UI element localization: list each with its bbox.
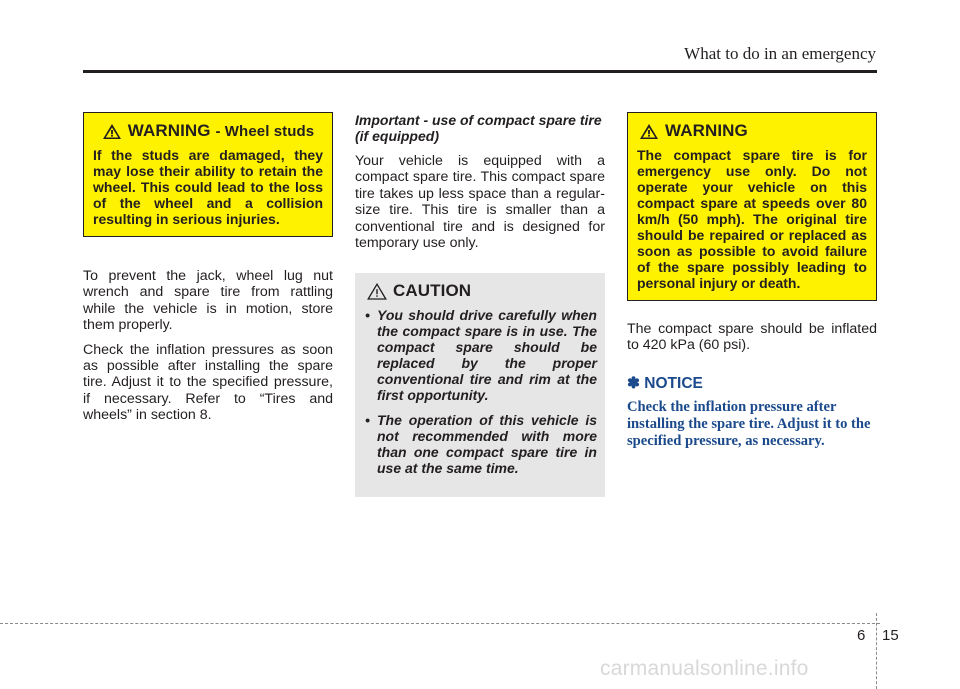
warning-subtitle: - Wheel studs (215, 123, 315, 140)
paragraph-compact-spare: Your vehicle is equipped with a compact spare tire. This compact spare tire takes up less space than a regular-size tire. This tire is smaller than a conventional tire and is designed for temporary use only. (355, 153, 605, 252)
footer-divider (876, 613, 877, 689)
warning-triangle-icon (102, 123, 122, 140)
caution-title: CAUTION (393, 281, 472, 301)
compact-spare-subheading: Important - use of compact spare tire (if equipped) (355, 112, 602, 144)
caution-item-text: You should drive carefully when the compact spare is in use. The compact spare should be replaced by the proper conventional tire and rim at the first opportunity. (377, 307, 597, 404)
warning-title: WARNING (127, 121, 211, 140)
wheel-studs-warning-box (83, 112, 333, 237)
notice-text: Check the inflation pressure after installing the spare tire. Adjust it to the specified pressure, as necessary. (627, 398, 871, 449)
chapter-number: 6 (857, 627, 866, 644)
caution-item (365, 412, 597, 476)
paragraph-check-inflation: Check the inflation pressures as soon as possible after installing the spare tire. Adjust it to the specified pressure, if necessary. Refer to “Tires and wheels” in section 8. (83, 341, 333, 424)
warning-triangle-icon (639, 123, 659, 140)
caution-list (365, 307, 597, 476)
bullet-marker: • (365, 307, 370, 324)
warning-heading (93, 121, 323, 141)
warning-text: If the studs are damaged, they may lose their ability to retain the wheel. This could lead to the loss of the wheel and a collision resulting in serious injuries. (93, 147, 323, 227)
middle-column (355, 112, 605, 497)
page-header-title: What to do in an emergency (684, 44, 876, 63)
footer-rule (0, 623, 880, 624)
header-rule (83, 70, 877, 73)
warning-text: The compact spare tire is for emergency use only. Do not operate your vehicle on this compact spare at speeds over 80 km/h (50 mph). The original tire should be repaired or replaced as soon as possible to avoid failure of the spare possibly leading to personal injury or death. (637, 147, 867, 291)
watermark: carmanualsonline.info (600, 657, 809, 680)
caution-box (355, 273, 605, 497)
caution-triangle-icon (367, 283, 387, 300)
warning-heading (639, 121, 867, 141)
caution-item (365, 307, 597, 403)
left-column (83, 112, 333, 432)
warning-title: WARNING (665, 121, 748, 140)
paragraph-store-tools: To prevent the jack, wheel lug nut wrench and spare tire from rattling while the vehicle is in motion, store them properly. (83, 268, 333, 334)
caution-item-text: The operation of this vehicle is not recommended with more than one compact spare tire in use at the same time. (377, 412, 597, 477)
compact-spare-warning-box (627, 112, 877, 301)
right-column (627, 112, 877, 450)
paragraph-inflate-spare: The compact spare should be inflated to 420 kPa (60 psi). (627, 321, 877, 354)
notice-title: ✽ NOTICE (627, 374, 703, 392)
bullet-marker: • (365, 412, 370, 429)
caution-heading (367, 281, 597, 301)
page-number: 15 (882, 627, 899, 644)
